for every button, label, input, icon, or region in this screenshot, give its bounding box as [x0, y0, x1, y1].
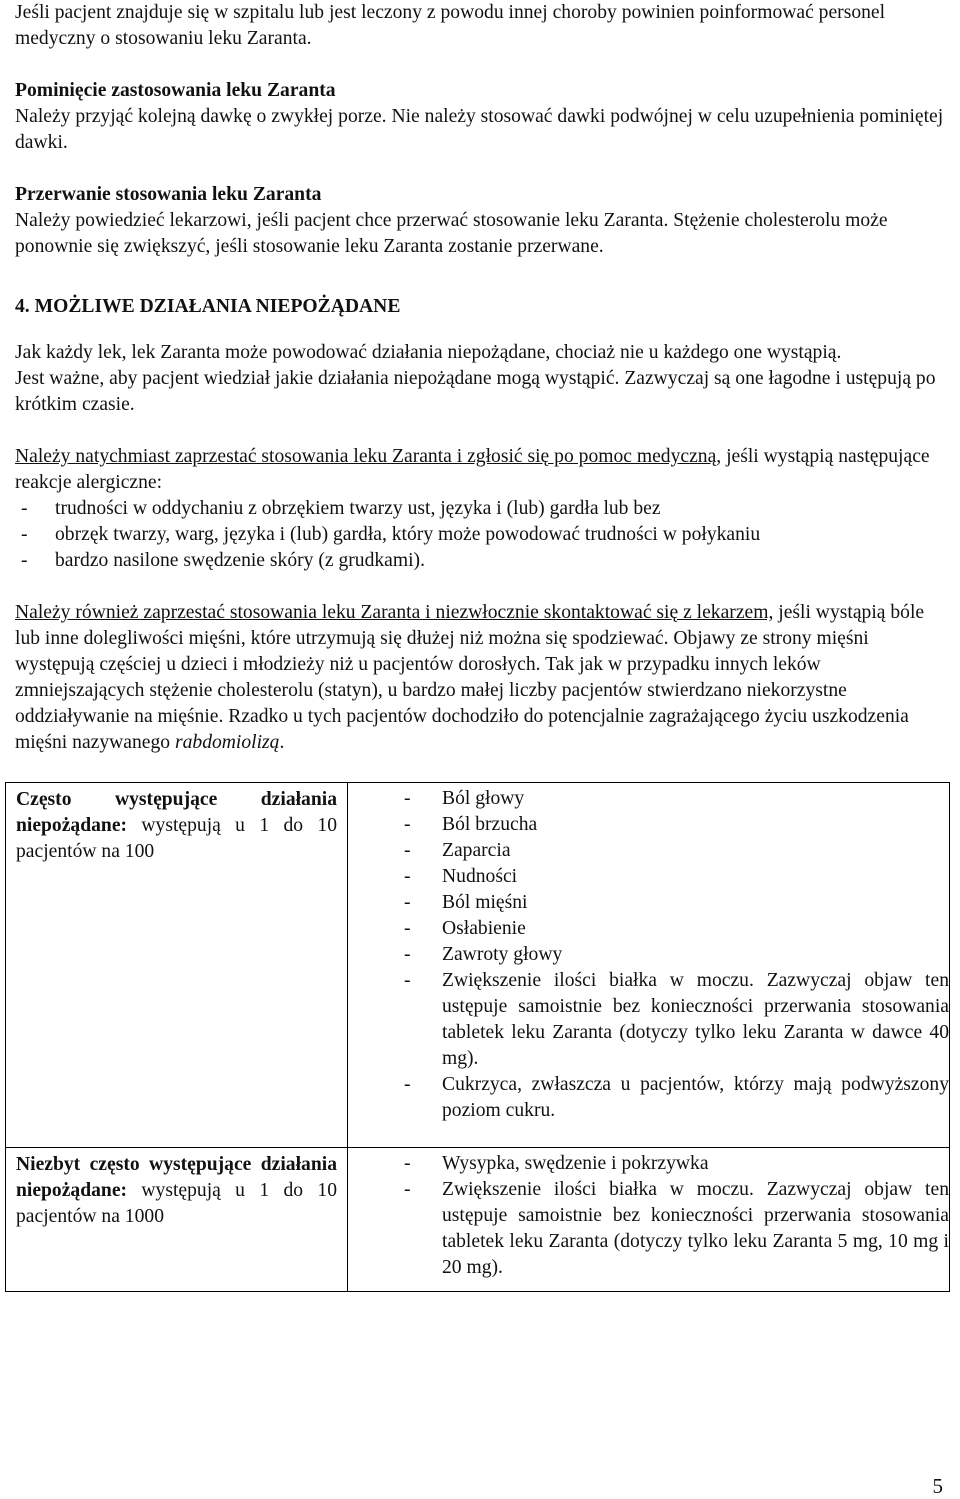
list-item: - Ból brzucha — [404, 812, 949, 838]
allergy-warning — [15, 444, 945, 496]
effects-cell — [348, 1148, 950, 1292]
section4-intro: Jak każdy lek, lek Zaranta może powodować działania niepożądane, chociaż nie u każdego one wystąpią. — [15, 342, 842, 363]
effects-list — [404, 1151, 949, 1281]
missed-dose-text: Należy przyjąć kolejną dawkę o zwykłej porze. Nie należy stosować dawki podwójnej w celu uzupełnienia pominiętej dawki. — [15, 106, 944, 153]
muscle-warning-rest: jeśli wystąpią bóle lub inne dolegliwości mięśni, które utrzymują się dłużej niż można się spodziewać. Objawy ze strony mięśni występują częściej u dzieci i młodzieży niż u pacjentów dorosłych. Tak jak w przypadku innych leków zmniejszających stężenie cholesterolu (statyn), u bardzo małej liczby pacjentów stwierdzano niekorzystne oddziaływanie na mięśnie. Rzadko u tych pacjentów dochodziło do potencjalnie zagrażającego życiu uszkodzenia mięśni nazywanego — [15, 602, 925, 753]
page-number: 5 — [932, 1474, 943, 1498]
frequency-label: Często występujące działania niepożądane: — [16, 789, 337, 836]
stopping-text: Należy powiedzieć lekarzowi, jeśli pacjent chce przerwać stosowanie leku Zaranta. Stężenie cholesterolu może ponownie się zwiększyć, jeśli stosowanie leku Zaranta zostanie przerwane. — [15, 210, 888, 257]
section4-heading: 4. MOŻLIWE DZIAŁANIA NIEPOŻĄDANE — [15, 296, 401, 317]
list-item: - Cukrzyca, zwłaszcza u pacjentów, którzy mają podwyższony poziom cukru. — [404, 1072, 949, 1124]
list-item: - Zaparcia — [404, 838, 949, 864]
frequency-label: Niezbyt często występujące działania niepożądane: — [16, 1154, 337, 1201]
frequency-cell — [6, 1148, 348, 1292]
list-item: - Ból mięśni — [404, 890, 949, 916]
allergy-symptom-list — [15, 496, 945, 574]
list-item: - Ból głowy — [404, 786, 949, 812]
frequency-detail: występują u 1 do 10 pacjentów na 100 — [16, 815, 337, 862]
muscle-warning — [15, 600, 945, 756]
allergy-warning-rest: jeśli wystąpią następujące reakcje alergiczne: — [15, 446, 930, 493]
frequency-cell — [6, 783, 348, 1148]
muscle-warning-term: rabdomiolizą — [174, 732, 280, 753]
list-item: - Nudności — [404, 864, 949, 890]
list-item: - Zawroty głowy — [404, 942, 949, 968]
list-item: - Zwiększenie ilości białka w moczu. Zazwyczaj objaw ten ustępuje samoistnie bez konieczności przerwania stosowania tabletek leku Zaranta (dotyczy tylko leku Zaranta 5 mg, 10 mg i 20 mg). — [404, 1177, 949, 1281]
list-item: - Osłabienie — [404, 916, 949, 942]
muscle-warning-end: . — [279, 732, 285, 753]
muscle-warning-underlined: Należy również zaprzestać stosowania leku Zaranta i niezwłocznie skontaktować się z lekarzem, — [15, 602, 774, 623]
table-row — [6, 1148, 950, 1292]
section4-importance: Jest ważne, aby pacjent wiedział jakie działania niepożądane mogą wystąpić. Zazwyczaj są one łagodne i ustępują po krótkim czasie. — [15, 368, 936, 415]
list-item: - obrzęk twarzy, warg, języka i (lub) gardła, który może powodować trudności w połykaniu — [15, 522, 945, 548]
leaflet-page — [15, 0, 949, 1292]
list-item: - Zwiększenie ilości białka w moczu. Zazwyczaj objaw ten ustępuje samoistnie bez konieczności przerwania stosowania tabletek leku Zaranta (dotyczy tylko leku Zaranta w dawce 40 mg). — [404, 968, 949, 1072]
list-item: - Wysypka, swędzenie i pokrzywka — [404, 1151, 949, 1177]
allergy-warning-underlined: Należy natychmiast zaprzestać stosowania leku Zaranta i zgłosić się po pomoc medyczną, — [15, 446, 722, 467]
side-effects-table — [5, 782, 950, 1292]
effects-cell — [348, 783, 950, 1148]
missed-dose-heading: Pominięcie zastosowania leku Zaranta — [15, 80, 336, 101]
list-item: - trudności w oddychaniu z obrzękiem twarzy ust, języka i (lub) gardła lub bez — [15, 496, 945, 522]
stopping-heading: Przerwanie stosowania leku Zaranta — [15, 184, 322, 205]
list-item: - bardzo nasilone swędzenie skóry (z grudkami). — [15, 548, 945, 574]
frequency-detail: występują u 1 do 10 pacjentów na 1000 — [16, 1180, 337, 1227]
table-row — [6, 783, 950, 1148]
effects-list — [404, 786, 949, 1124]
intro-paragraph: Jeśli pacjent znajduje się w szpitalu lub jest leczony z powodu innej choroby powinien poinformować personel medyczny o stosowaniu leku Zaranta. — [15, 2, 886, 49]
